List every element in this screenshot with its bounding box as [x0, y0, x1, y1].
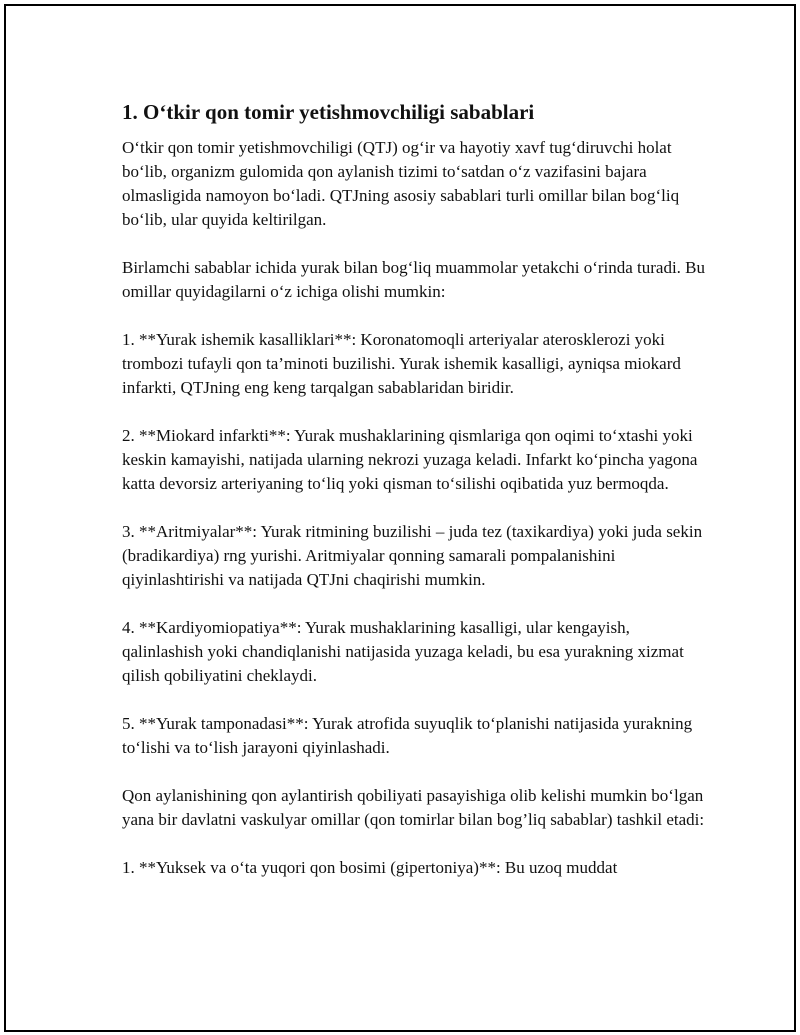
paragraph-primary-causes: Birlamchi sabablar ichida yurak bilan bog‘liq muammolar yetakchi o‘rinda turadi. Bu omillar quyidagilarni o‘z ichiga olishi mumkin: — [122, 258, 706, 301]
list-item-ischemic: 1. **Yurak ishemik kasalliklari**: Koronatomoqli arteriyalar aterosklerozi yoki trombozi tufayli qon ta’minoti buzilishi. Yurak ishemik kasalligi, ayniqsa miokard infarkti, QTJning eng keng tarqalgan sabablaridan biridir. — [122, 330, 681, 397]
page-frame — [4, 4, 796, 1032]
list-item-infarction: 2. **Miokard infarkti**: Yurak mushaklarining qismlariga qon oqimi to‘xtashi yoki keskin kamayishi, natijada ularning nekrozi yuzaga keladi. Infarkt ko‘pincha yagona katta devorsiz arteriyaning to‘liq yoki qisman to‘silishi oqibatida yuz bermoqda. — [122, 426, 698, 493]
paragraph-vascular-factors: Qon aylanishining qon aylantirish qobiliyati pasayishiga olib kelishi mumkin bo‘lgan yana bir davlatni vaskulyar omillar (qon tomirlar bilan bog’liq sabablar) tashkil etadi: — [122, 786, 705, 829]
list-item-arrhythmia: 3. **Aritmiyalar**: Yurak ritmining buzilishi – juda tez (taxikardiya) yoki juda sekin (bradikardiya) rng yurishi. Aritmiyalar qonning samarali pompalanishini qiyinlashtirishi va natijada QTJni chaqirishi mumkin. — [122, 522, 703, 589]
list-item-tamponade: 5. **Yurak tamponadasi**: Yurak atrofida suyuqlik to‘planishi natijasida yurakning to‘lishi va to‘lish jarayoni qiyinlashadi. — [122, 714, 693, 757]
list-item-cardiomyopathy: 4. **Kardiyomiopatiya**: Yurak mushaklarining kasalligi, ular kengayish, qalinlashish yoki chandiqlanishi natijasida yuzaga keladi, bu esa yurakning xizmat qilish qobiliyatini cheklaydi. — [122, 618, 684, 685]
document-title: 1. O‘tkir qon tomir yetishmovchiligi sabablari — [122, 100, 535, 124]
paragraph-intro: O‘tkir qon tomir yetishmovchiligi (QTJ) og‘ir va hayotiy xavf tug‘diruvchi holat bo‘lib, organizm gulomida qon aylanish tizimi to‘satdan o‘z vazifasini bajara olmasligida namoyon bo‘ladi. QTJning asosiy sabablari turli omillar bilan bog‘liq bo‘lib, ular quyida keltirilgan. — [122, 138, 680, 229]
list-item-hypertension: 1. **Yuksek va o‘ta yuqori qon bosimi (gipertoniya)**: Bu uzoq muddat — [122, 858, 618, 877]
document-body — [122, 98, 712, 904]
